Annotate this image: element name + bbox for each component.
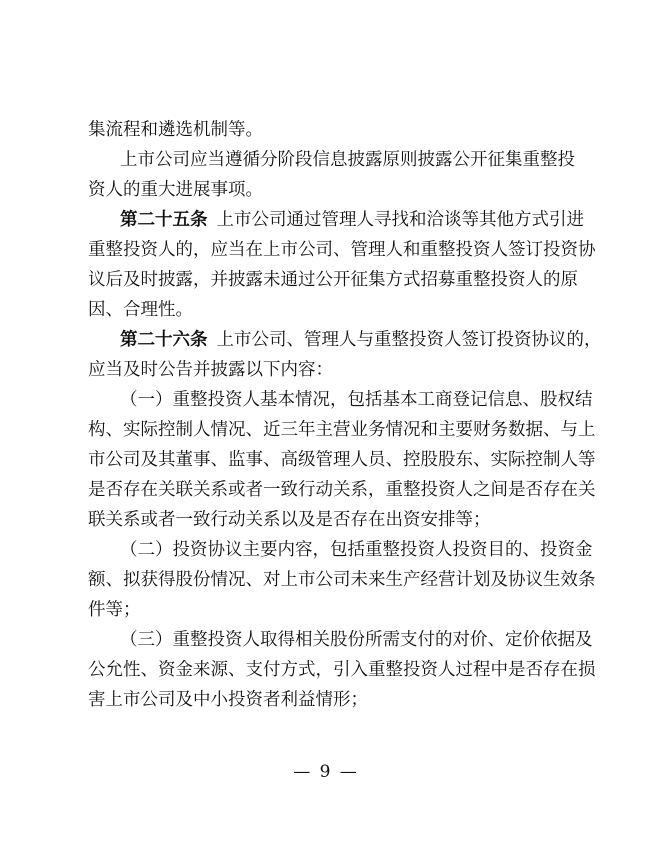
article-26-first-line <box>120 330 602 350</box>
text-line: 议后及时披露，并披露未通过公开征集方式招募重整投资人的原 <box>88 270 578 290</box>
text-line: 额、拟获得股份情况、对上市公司未来生产经营计划及协议生效条 <box>88 570 596 590</box>
text-line: 重整投资人的，应当在上市公司、管理人和重整投资人签订投资协 <box>88 240 596 260</box>
text-line: 上市公司应当遵循分阶段信息披露原则披露公开征集重整投 <box>120 150 575 170</box>
text-line: 上市公司、管理人与重整投资人签订投资协议的， <box>216 330 602 350</box>
article-26-heading: 第二十六条 <box>120 330 208 350</box>
text-line: 公允性、资金来源、支付方式，引入重整投资人过程中是否存在损 <box>88 660 596 680</box>
text-line: 集流程和遴选机制等。 <box>88 120 263 140</box>
text-line: 资人的重大进展事项。 <box>88 180 263 200</box>
text-line: 害上市公司及中小投资者利益情形； <box>88 690 368 710</box>
text-line: 上市公司通过管理人寻找和洽谈等其他方式引进 <box>216 210 584 230</box>
text-line: （二）投资协议主要内容，包括重整投资人投资目的、投资金 <box>120 540 593 560</box>
article-25-heading: 第二十五条 <box>120 210 208 230</box>
text-line: 构、实际控制人情况、近三年主营业务情况和主要财务数据、与上 <box>88 420 596 440</box>
article-25-first-line <box>120 210 584 230</box>
page-number: — 9 — <box>293 762 359 782</box>
text-line: 市公司及其董事、监事、高级管理人员、控股股东、实际控制人等 <box>88 450 596 470</box>
text-line: 因、合理性。 <box>88 300 193 320</box>
text-line: 件等； <box>88 600 141 620</box>
text-line: 联关系或者一致行动关系以及是否存在出资安排等； <box>88 510 491 530</box>
text-line: （一）重整投资人基本情况，包括基本工商登记信息、股权结 <box>120 390 593 410</box>
text-line: 应当及时公告并披露以下内容： <box>88 360 333 380</box>
text-line: （三）重整投资人取得相关股份所需支付的对价、定价依据及 <box>120 630 593 650</box>
text-line: 是否存在关联关系或者一致行动关系，重整投资人之间是否存在关 <box>88 480 596 500</box>
